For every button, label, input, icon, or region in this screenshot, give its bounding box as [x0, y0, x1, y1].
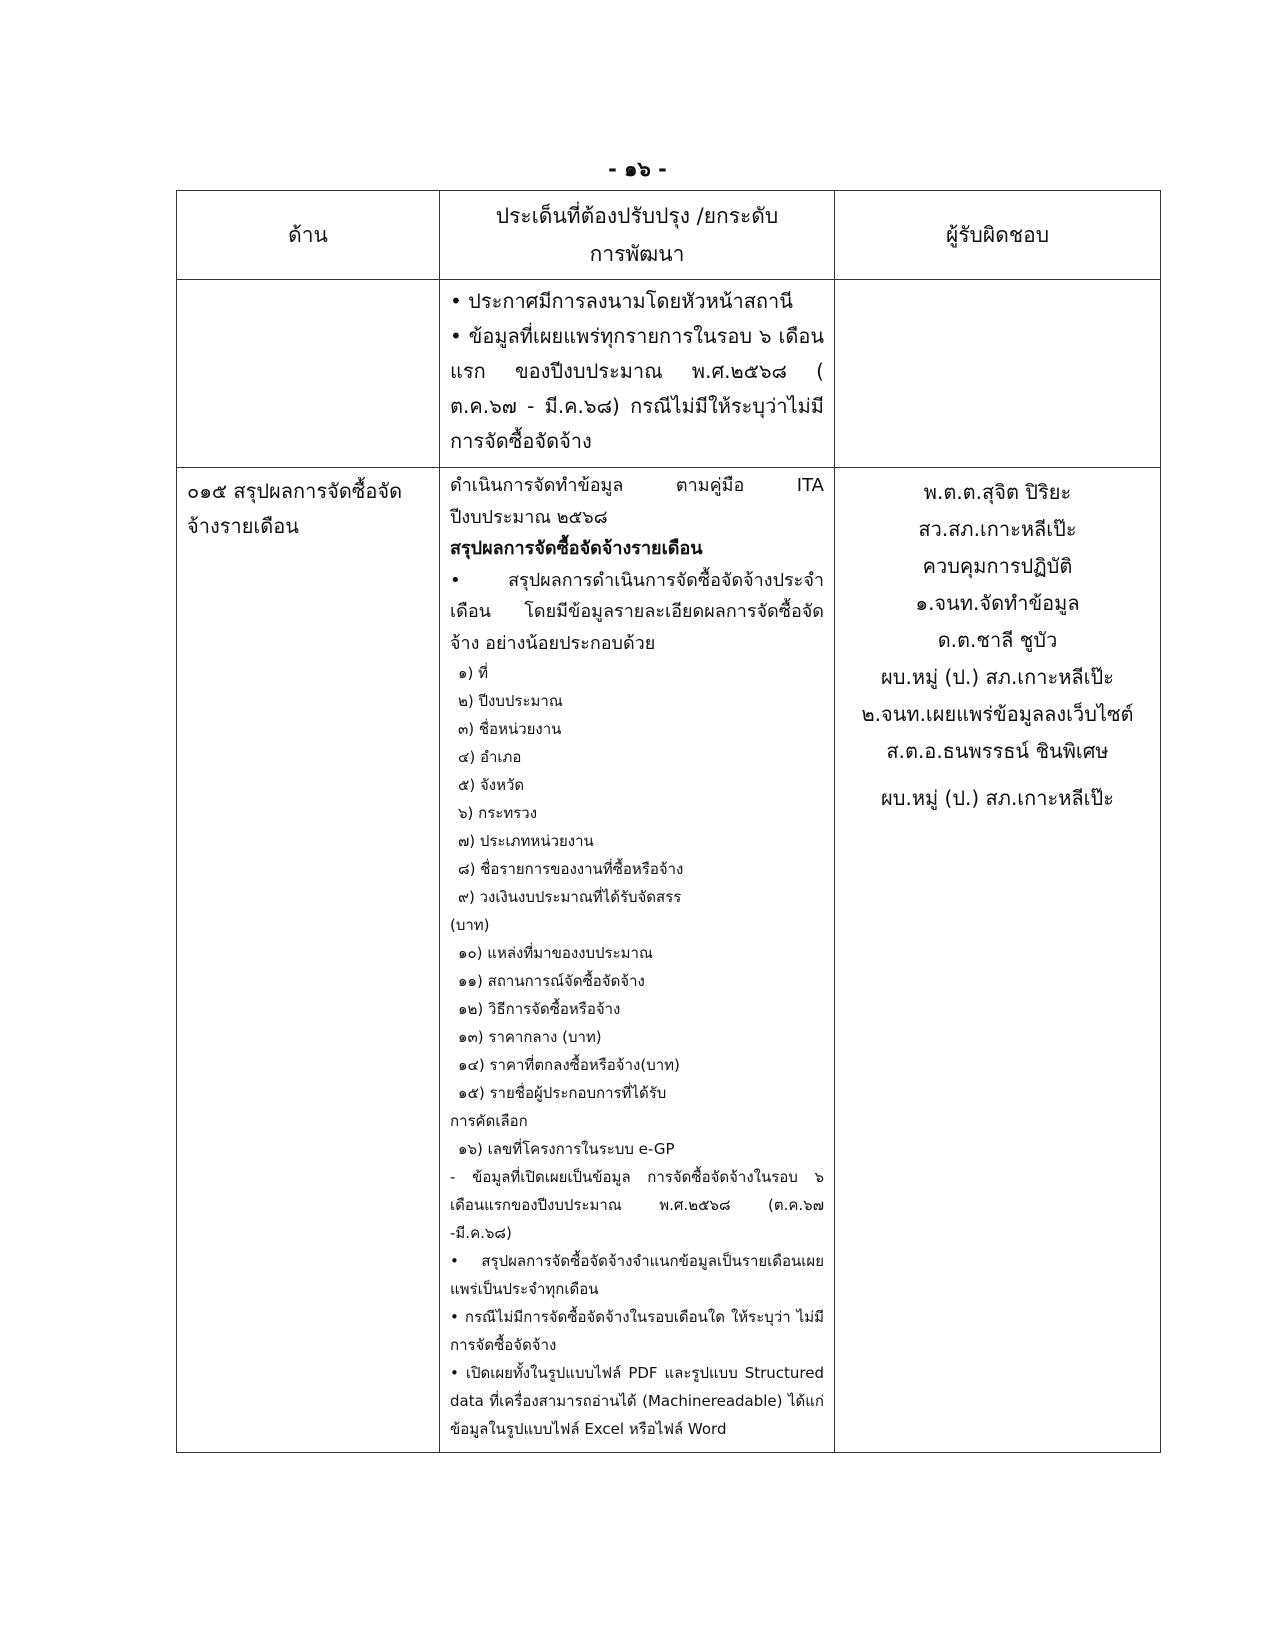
- header-aspect: ด้าน: [177, 191, 440, 280]
- row2-responsible-cell: [835, 468, 1161, 1453]
- list-item: ๒) ปีงบประมาณ: [458, 692, 563, 710]
- list-item: ๑๐) แหล่งที่มาของงบประมาณ: [458, 944, 653, 962]
- table-row: [177, 468, 1161, 1453]
- list-item: ๑๓) ราคากลาง (บาท): [458, 1028, 602, 1046]
- header-row: [177, 191, 1161, 280]
- list-item: ๓) ชื่อหน่วยงาน: [458, 720, 562, 738]
- list-item: การคัดเลือก: [450, 1112, 528, 1130]
- summary-text: • สรุปผลการดำเนินการจัดซื้อจัดจ้างประจำ เดือน โดยมีข้อมูลรายละเอียดผลการจัดซื้อจัดจ้าง อย่างน้อยประกอบด้วย: [450, 569, 824, 654]
- list-item: • ข้อมูลที่เผยแพร่ทุกรายการในรอบ ๖ เดือนแรก ของปีงบประมาณ พ.ศ.๒๕๖๘ ( ต.ค.๖๗ - มี.ค.๖๘) กรณีไม่มีให้ระบุว่าไม่มีการจัดซื้อจัดจ้าง: [450, 324, 824, 453]
- note-item: - ข้อมูลที่เปิดเผยเป็นข้อมูล การจัดซื้อจัดจ้างในรอบ ๖ เดือนแรกของปีงบประมาณ พ.ศ.๒๕๖๘ (ต.ค.๖๗ -มี.ค.๖๘): [450, 1168, 824, 1242]
- list-item: ๑๒) วิธีการจัดซื้อหรือจ้าง: [458, 1000, 621, 1018]
- list-item: ๗) ประเภทหน่วยงาน: [458, 832, 594, 850]
- list-item: ๖) กระทรวง: [458, 804, 538, 822]
- responsible-line: ส.ต.อ.ธนพรรธน์ ชินพิเศษ: [886, 739, 1109, 763]
- responsible-line: ผบ.หมู่ (ป.) สภ.เกาะหลีเป๊ะ: [881, 665, 1114, 689]
- list-item: ๕) จังหวัด: [458, 776, 525, 794]
- row1-aspect-cell: [177, 280, 440, 468]
- list-item: ๘) ชื่อรายการของงานที่ซื้อหรือจ้าง: [458, 860, 684, 878]
- row2-aspect-cell: ๐๑๕ สรุปผลการจัดซื้อจัดจ้างรายเดือน: [177, 468, 440, 1453]
- list-item: ๙) วงเงินงบประมาณที่ได้รับจัดสรร: [458, 888, 682, 906]
- header-issue-line2: การพัฒนา: [589, 242, 685, 266]
- row2-issue-cell: [440, 468, 835, 1453]
- list-item: ๔) อำเภอ: [458, 748, 522, 766]
- intro-text: ดำเนินการจัดทำข้อมูล ตามคู่มือ ITA ปีงบประมาณ ๒๕๖๘: [450, 475, 824, 528]
- responsible-line: ๑.จนท.จัดทำข้อมูล: [915, 591, 1080, 615]
- responsible-line: ด.ต.ชาลี ชูบัว: [937, 628, 1058, 652]
- row1-responsible-cell: [835, 280, 1161, 468]
- list-item: ๑) ที่: [458, 664, 489, 682]
- note-item: • สรุปผลการจัดซื้อจัดจ้างจำแนกข้อมูลเป็นรายเดือนเผยแพร่เป็นประจำทุกเดือน: [450, 1252, 824, 1298]
- note-item: • กรณีไม่มีการจัดซื้อจัดจ้างในรอบเดือนใด ให้ระบุว่า ไม่มีการจัดซื้อจัดจ้าง: [450, 1308, 824, 1354]
- header-issue: [440, 191, 835, 280]
- required-fields-list: [450, 659, 824, 1163]
- page-number: - ๑๖ -: [608, 157, 667, 181]
- list-item: ๑๔) ราคาที่ตกลงซื้อหรือจ้าง(บาท): [458, 1056, 680, 1074]
- note-item: • เปิดเผยทั้งในรูปแบบไฟล์ PDF และรูปแบบ Structured data ที่เครื่องสามารถอ่านได้ (Machinereadable) ได้แก่ ข้อมูลในรูปแบบไฟล์ Excel หรือไฟล์ Word: [450, 1364, 824, 1438]
- header-responsible: ผู้รับผิดชอบ: [835, 191, 1161, 280]
- header-issue-line1: ประเด็นที่ต้องปรับปรุง /ยกระดับ: [495, 204, 779, 228]
- responsible-line: ๒.จนท.เผยแพร่ข้อมูลลงเว็บไซต์: [861, 702, 1134, 726]
- list-item: ๑๖) เลขที่โครงการในระบบ e-GP: [458, 1140, 675, 1158]
- notes-list: [450, 1163, 824, 1443]
- row1-issue-cell: [440, 280, 835, 468]
- responsible-line: ผบ.หมู่ (ป.) สภ.เกาะหลีเป๊ะ: [881, 786, 1114, 810]
- table-row: [177, 280, 1161, 468]
- list-item: • ประกาศมีการลงนามโดยหัวหน้าสถานี: [450, 289, 793, 313]
- section-heading: สรุปผลการจัดซื้อจัดจ้างรายเดือน: [450, 538, 703, 559]
- responsible-line: สว.สภ.เกาะหลีเป๊ะ: [918, 517, 1077, 541]
- improvement-plan-table: [176, 190, 1161, 1453]
- list-item: ๑๑) สถานการณ์จัดซื้อจัดจ้าง: [458, 972, 645, 990]
- list-item: (บาท): [450, 916, 490, 934]
- list-item: ๑๕) รายชื่อผู้ประกอบการที่ได้รับ: [458, 1084, 667, 1102]
- responsible-line: พ.ต.ต.สุจิต ปิริยะ: [923, 480, 1072, 504]
- responsible-line: ควบคุมการปฏิบัติ: [922, 554, 1073, 578]
